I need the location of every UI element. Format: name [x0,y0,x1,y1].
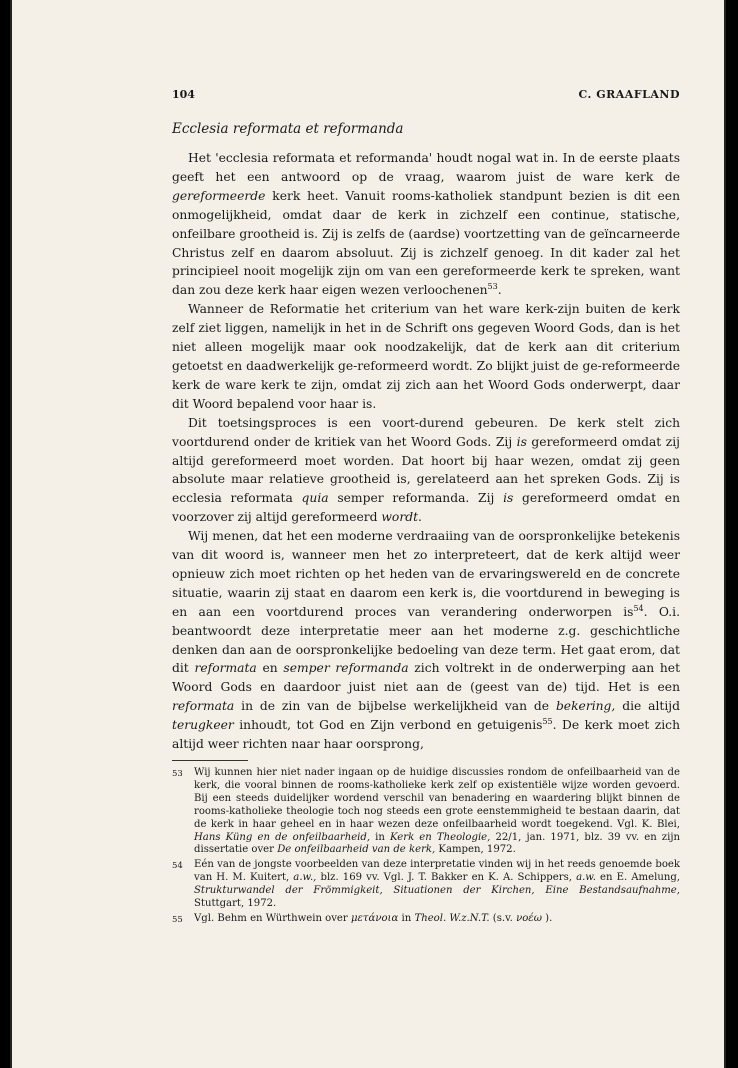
running-head-author: C. GRAAFLAND [578,88,680,101]
page-number: 104 [172,88,195,101]
section-title: Ecclesia reformata et reformanda [172,121,404,137]
page-content [172,88,680,929]
footnote-number: 53 [172,769,183,779]
paragraph-2: Wanneer de Reformatie het criterium van het ware kerk-zijn buiten de kerk zelf ziet liggen, namelijk in het in de Schrift ons gegeven Woord Gods, dan is het niet alleen mogelijk maar ook noodzakelijk, dat de kerk aan dit criterium getoetst en daadwerkelijk ge-reformeerd wordt. Zo blijkt juist de ge-reformeerde kerk de ware kerk te zijn, omdat zij zich aan het Woord Gods onderwerpt, daar dit Woord bepalend voor haar is. [172,302,680,411]
footnote-ref-55[interactable]: 55 [542,717,553,727]
footnote-divider [172,760,248,761]
footnote-ref-53[interactable]: 53 [487,282,498,292]
book-page [10,0,726,1068]
footnote-55 [172,913,680,927]
footnote-54 [172,859,680,911]
footnote-53 [172,767,680,857]
paragraph-4: Wij menen, dat het een moderne verdraaiing van de oorspronkelijke betekenis van dit woord is, wanneer men het zo interpreteert, dat de kerk altijd weer opnieuw zich moet richten op het heden van de ervaringswereld en de concrete situatie, waarin zij staat en daarom een kerk is, die voortdurend in beweging is en aan een voortdurend proces van verandering onderworpen is$^{54}$. O.i. beantwoordt deze interpretatie meer aan het moderne z.g. geschichtliche denken dan aan de oorspronkelijke bedoeling van deze term. Het gaat erom, dat dit reformata en semper reformanda zich voltrekt in de onderwerping aan het Woord Gods en daardoor juist niet aan de (geest van de) tijd. Het is een reformata in de zin van de bijbelse werkelijkheid van de bekering, die altijd terugkeer inhoudt, tot God en Zijn verbond en getuigenis$^{55}$. De kerk moet zich altijd weer richten naar haar oorsprong, [172,529,681,752]
running-head [172,88,680,101]
footnote-text: Eén van de jongste voorbeelden van deze interpretatie vinden wij in het reeds genoemde boek van H. M. Kuitert, a.w., blz. 169 vv. Vgl. J. T. Bakker en K. A. Schippers, a.w. en E. Amelung, Strukturwandel der Frömmigkeit, Situationen der Kirchen, Eine Bestandsaufnahme, Stuttgart, 1972. [194,859,681,910]
paragraph-3: Dit toetsingsproces is een voort-durend gebeuren. De kerk stelt zich voortdurend onder de kritiek van het Woord Gods. Zij is gereformeerd omdat zij altijd gereformeerd moet worden. Dat hoort bij haar wezen, omdat zij geen absolute maar relatieve grootheid is, gerelateerd aan het spreken Gods. Zij is ecclesia reformata quia semper reformanda. Zij is gereformeerd omdat en voorzover zij altijd gereformeerd wordt. [172,415,680,525]
footnote-text: Vgl. Behm en Würthwein over μετάνοια in Theol. W.z.N.T. (s.v. νοέω ). [194,912,553,924]
footnote-text: Wij kunnen hier niet nader ingaan op de huidige discussies rondom de onfeilbaarheid van de kerk, die vooral binnen de rooms-katholieke kerk zelf op existentiële wijze worden gevoerd. Bij een steeds duidelijker wordend verschil van benadering en waardering blijkt binnen de rooms-katholieke theologie toch nog steeds een grote eenstemmigheid te bestaan daarin, dat de kerk in haar geheel en in haar wezen deze onfeilbaarheid wordt toegekend. Vgl. K. Blei, Hans Küng en de onfeilbaarheid, in Kerk en Theologie, 22/1, jan. 1971, blz. 39 vv. en zijn dissertatie over De onfeilbaarheid van de kerk, Kampen, 1972. [194,767,680,856]
footnote-number: 54 [172,861,183,872]
footnote-ref-54[interactable]: 54 [633,603,644,613]
footnote-number: 55 [172,914,183,925]
paragraph-1: Het 'ecclesia reformata et reformanda' houdt nogal wat in. In de eerste plaats geeft het een antwoord op de vraag, waarom juist de ware kerk de gereformeerde kerk heet. Vanuit rooms-katholiek standpunt bezien is dit een onmogelijkheid, omdat daar de kerk in zichzelf een continue, statische, onfeilbare grootheid is. Zij is zelfs de (aardse) voortzetting van de geïncarneerde Christus zelf en daarom absoluut. Zij is zichzelf genoeg. In dit kader zal het principieel nooit mogelijk zijn om van een gereformeerde kerk te spreken, want dan zou deze kerk haar eigen wezen verloochenen$^{53}$. [172,151,680,298]
